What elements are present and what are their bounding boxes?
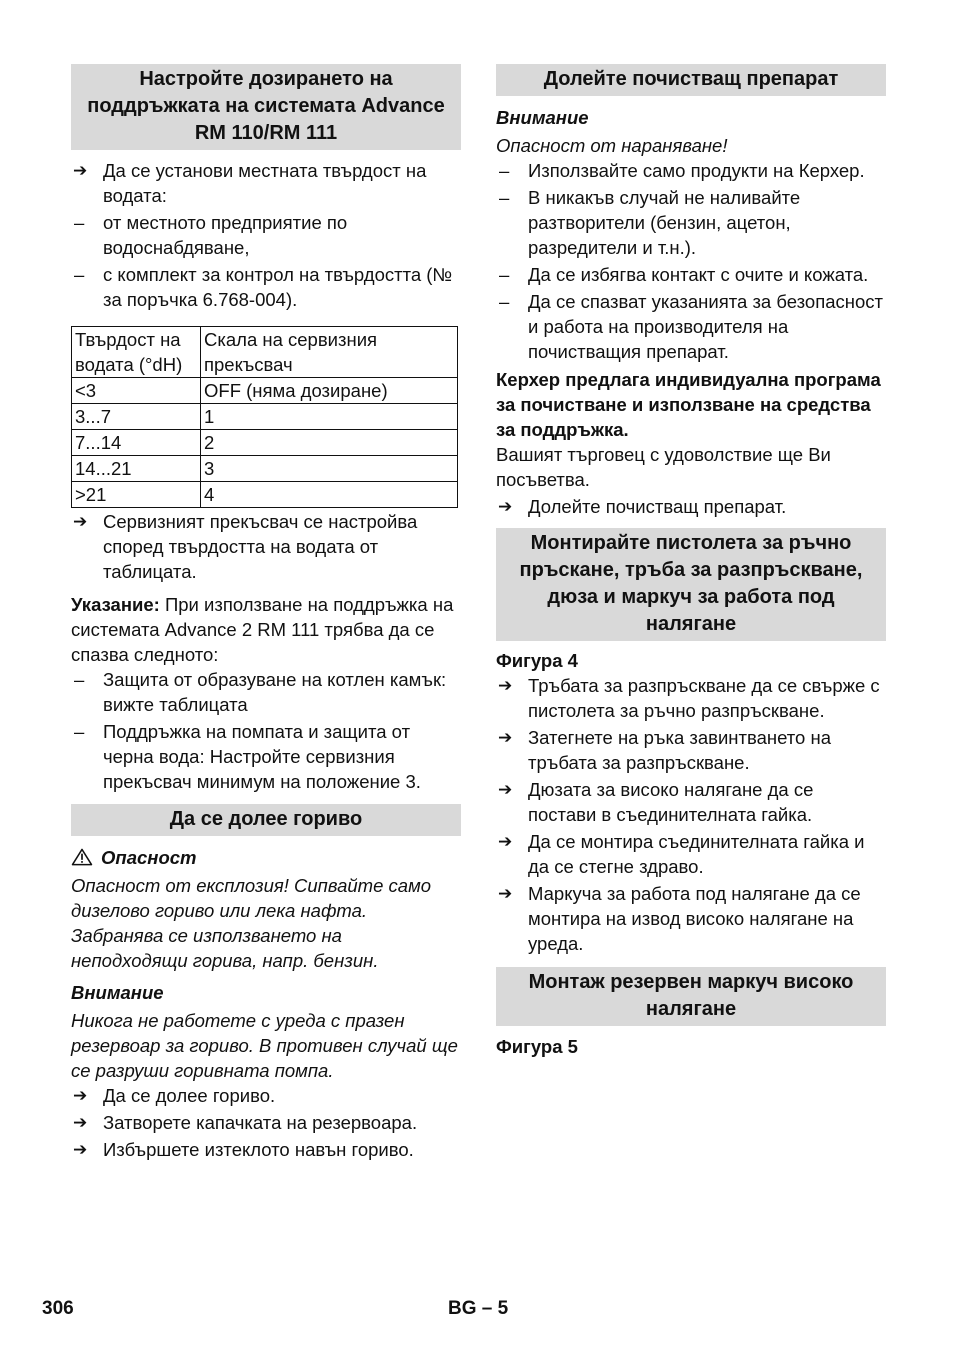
table-row	[72, 404, 458, 430]
right-column	[496, 64, 886, 1059]
dash-icon: –	[74, 212, 85, 233]
table-header-row	[72, 327, 458, 378]
warning-triangle-icon	[71, 848, 93, 866]
arrow-icon: ➔	[498, 884, 513, 903]
list-item: – с комплект за контрол на твърдостта (№ за поръчка 6.768-004).	[74, 264, 453, 310]
table-row	[72, 456, 458, 482]
table-row	[72, 482, 458, 508]
list-item: ➔ Да се монтира съединителната гайка и да се стегне здраво.	[498, 831, 865, 877]
arrow-icon: ➔	[73, 1140, 88, 1159]
figure-label: Фигура 5	[496, 1036, 578, 1057]
arrow-icon: ➔	[498, 497, 513, 516]
list-item: – Защита от образуване на котлен камък: вижте таблицата	[74, 669, 447, 715]
list-item: – от местното предприятие по водоснабдяване,	[74, 212, 348, 258]
table-cell: OFF (няма дозиране)	[201, 378, 458, 404]
dash-icon: –	[74, 669, 85, 690]
dash-icon: –	[74, 264, 85, 285]
left-column	[71, 64, 461, 1162]
table-cell: 1	[201, 404, 458, 430]
caution-text: Никога не работете с уреда с празен резервоар за гориво. В противен случай ще се разруши горивната помпа.	[71, 1010, 458, 1081]
note-paragraph: Указание: При използване на поддръжка на системата Advance 2 RM 111 трябва да се спазва следното:	[71, 594, 454, 665]
arrow-icon: ➔	[498, 780, 513, 799]
list-item: – Поддръжка на помпата и защита от черна вода: Настройте сервизния прекъсвач минимум на положение 3.	[74, 721, 421, 792]
step-determine-hardness: ➔ Да се установи местната твърдост на водата:	[73, 160, 427, 206]
table-cell: 4	[201, 482, 458, 508]
arrow-icon: ➔	[73, 512, 88, 531]
table-cell: 14...21	[72, 456, 201, 482]
arrow-icon: ➔	[73, 1113, 88, 1132]
table-cell: 3...7	[72, 404, 201, 430]
dash-icon: –	[499, 187, 510, 208]
list-item: ➔ Тръбата за разпръскване да се свърже с пистолета за ръчно разпръскване.	[498, 675, 880, 721]
list-item: ➔ Дюзата за високо налягане да се постави в съединителната гайка.	[498, 779, 814, 825]
table-header-cell: Твърдост на водата (°dH)	[72, 327, 201, 378]
arrow-icon: ➔	[498, 832, 513, 851]
list-item: – Използвайте само продукти на Керхер.	[499, 160, 865, 181]
arrow-icon: ➔	[73, 1086, 88, 1105]
dash-icon: –	[74, 721, 85, 742]
step-wipe-fuel: ➔ Избършете изтеклото навън гориво.	[73, 1139, 414, 1160]
paragraph: Вашият търговец с удоволствие ще Ви посъветва.	[496, 444, 831, 490]
list-item: – Да се избягва контакт с очите и кожата.	[499, 264, 869, 285]
step-refuel: ➔ Да се долее гориво.	[73, 1085, 276, 1106]
table-row	[72, 378, 458, 404]
section-heading-detergent: Долейте почистващ препарат	[496, 64, 886, 96]
page-number: 306	[42, 1298, 74, 1319]
section-heading-dosing: Настройте дозирането на поддръжката на системата Advance RM 110/RM 111	[71, 64, 461, 150]
hardness-table	[71, 326, 458, 508]
table-cell: 3	[201, 456, 458, 482]
dash-icon: –	[499, 264, 510, 285]
danger-text: Опасност от експлозия! Сипвайте само дизелово гориво или лека нафта. Забранява се използването на неподходящи горива, напр. бензин.	[71, 875, 432, 971]
list-item: ➔ Маркуча за работа под налягане да се монтира на извод високо налягане на уреда.	[498, 883, 861, 954]
dash-icon: –	[499, 160, 510, 181]
section-heading-fuel: Да се долее гориво	[71, 804, 461, 836]
danger-label-row: Опасност	[71, 845, 461, 870]
step-add-detergent: ➔ Долейте почистващ препарат.	[498, 496, 787, 517]
caution-label: Внимание	[71, 982, 164, 1003]
step-close-cap: ➔ Затворете капачката на резервоара.	[73, 1112, 418, 1133]
dash-icon: –	[499, 291, 510, 312]
table-cell: 2	[201, 430, 458, 456]
list-item: – Да се спазват указанията за безопасност и работа на производителя на почистващия препарат.	[499, 291, 883, 362]
figure-label: Фигура 4	[496, 650, 578, 671]
arrow-icon: ➔	[498, 676, 513, 695]
table-cell: 7...14	[72, 430, 201, 456]
table-row	[72, 430, 458, 456]
list-item: – В никакъв случай не наливайте разтворители (бензин, ацетон, разредители и т.н.).	[499, 187, 801, 258]
list-item: ➔ Затегнете на ръка завинтването на тръбата за разпръскване.	[498, 727, 831, 773]
table-cell: <3	[72, 378, 201, 404]
table-cell: >21	[72, 482, 201, 508]
step-set-switch: ➔ Сервизният прекъсвач се настройва според твърдостта на водата от таблицата.	[73, 511, 418, 582]
section-heading-spare-hose: Монтаж резервен маркуч високо налягане	[496, 967, 886, 1026]
table-header-cell: Скала на сервизния прекъсвач	[201, 327, 458, 378]
section-marker: BG – 5	[448, 1298, 509, 1319]
caution-text: Опасност от нараняване!	[496, 135, 728, 156]
arrow-icon: ➔	[73, 161, 88, 180]
bold-paragraph: Керхер предлага индивидуална програма за почистване и използване на средства за поддръжка.	[496, 369, 881, 440]
caution-label: Внимание	[496, 107, 589, 128]
arrow-icon: ➔	[498, 728, 513, 747]
section-heading-mount-gun: Монтирайте пистолета за ръчно пръскане, тръба за разпръскване, дюза и маркуч за работа под налягане	[496, 528, 886, 641]
